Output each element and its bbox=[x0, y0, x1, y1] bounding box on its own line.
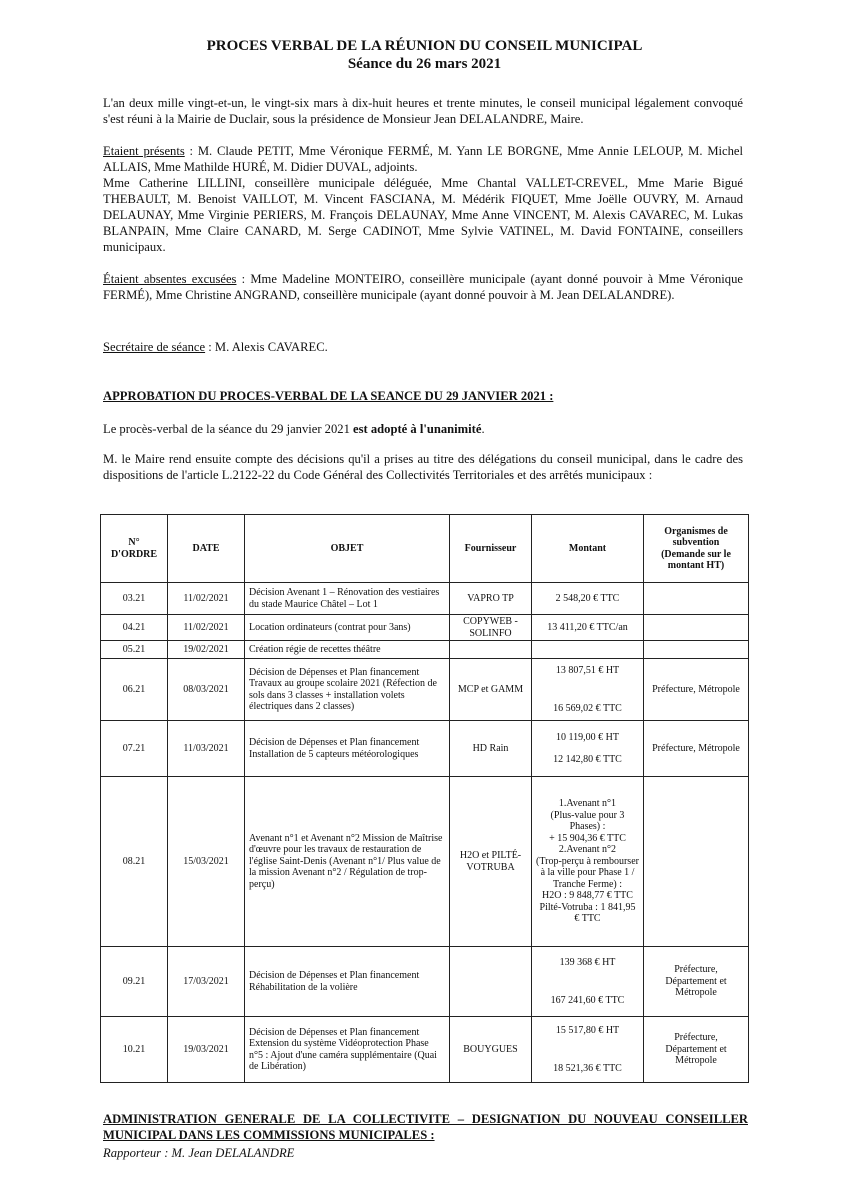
cell-fournisseur: BOUYGUES bbox=[450, 1017, 532, 1083]
amount-line: H2O : 9 848,77 € TTC bbox=[542, 890, 633, 902]
approval-paragraph bbox=[103, 421, 743, 437]
cell-num: 10.21 bbox=[101, 1017, 168, 1083]
cell-num: 03.21 bbox=[101, 583, 168, 615]
cell-date: 11/02/2021 bbox=[168, 615, 245, 641]
amount-line: 139 368 € HT bbox=[559, 957, 616, 968]
cell-objet: Création régie de recettes théâtre bbox=[245, 641, 450, 659]
table-row bbox=[101, 615, 749, 641]
cell-date: 11/02/2021 bbox=[168, 583, 245, 615]
table-row bbox=[101, 641, 749, 659]
cell-fournisseur: HD Rain bbox=[450, 721, 532, 777]
table-row bbox=[101, 721, 749, 777]
session-secretary bbox=[103, 339, 743, 355]
intro-paragraph: L'an deux mille vingt-et-un, le vingt-six mars à dix-huit heures et trente minutes, le conseil municipal légalement convoqué s'est réuni à la Mairie de Duclair, sous la présidence de Monsieur Jean DELALANDRE, Maire. bbox=[103, 96, 743, 126]
absent-members bbox=[103, 271, 743, 303]
rapporteur: Rapporteur : M. Jean DELALANDRE bbox=[103, 1146, 295, 1160]
header-organismes-label: Organismes de subvention bbox=[664, 525, 728, 548]
cell-organismes bbox=[644, 583, 749, 615]
header-fournisseur: Fournisseur bbox=[450, 515, 532, 583]
cell-num: 06.21 bbox=[101, 659, 168, 721]
section-approval-title: APPROBATION DU PROCES-VERBAL DE LA SEANCE DU 29 JANVIER 2021 : bbox=[103, 389, 554, 403]
header-ordre: N° D'ORDRE bbox=[101, 515, 168, 583]
document-title: PROCES VERBAL DE LA RÉUNION DU CONSEIL MUNICIPAL bbox=[206, 38, 643, 54]
cell-montant bbox=[532, 615, 644, 641]
approval-text: Le procès-verbal de la séance du 29 janvier 2021 bbox=[103, 422, 354, 436]
cell-date: 17/03/2021 bbox=[168, 947, 245, 1017]
header-montant: Montant bbox=[532, 515, 644, 583]
cell-fournisseur: H2O et PILTÉ-VOTRUBA bbox=[450, 777, 532, 947]
cell-date: 11/03/2021 bbox=[168, 721, 245, 777]
present-adjoints: : M. Claude PETIT, Mme Véronique FERMÉ, M. Yann LE BORGNE, Mme Annie LELOUP, M. Michel ALLAIS, Mme Mathilde HURÉ, M. Didier DUVAL, adjoints. bbox=[103, 144, 743, 174]
amount-line: 167 241,60 € TTC bbox=[550, 994, 625, 1006]
amount-line: 2.Avenant n°2 bbox=[558, 844, 617, 856]
absent-label: Étaient absentes excusées bbox=[103, 272, 237, 286]
amount-line: Pilté-Votruba : 1 841,95 € TTC bbox=[539, 901, 636, 925]
cell-fournisseur bbox=[450, 947, 532, 1017]
cell-fournisseur bbox=[450, 641, 532, 659]
decisions-intro: M. le Maire rend ensuite compte des décisions qu'il a prises au titre des délégations du conseil municipal, dans le cadre des dispositions de l'article L.2122-22 du Code Général des Collectivités Territoriales et des arrêtés municipaux : bbox=[103, 452, 743, 482]
decisions-table bbox=[100, 514, 749, 1083]
cell-organismes bbox=[644, 777, 749, 947]
cell-organismes: Préfecture, Métropole bbox=[644, 659, 749, 721]
amount-line: 10 119,00 € HT bbox=[556, 732, 619, 743]
header-organismes bbox=[644, 515, 749, 583]
header-date: DATE bbox=[168, 515, 245, 583]
cell-montant bbox=[532, 1017, 644, 1083]
cell-objet: Décision de Dépenses et Plan financement Installation de 5 capteurs météorologiques bbox=[245, 721, 450, 777]
present-councillors: Mme Catherine LILLINI, conseillère municipale déléguée, Mme Chantal VALLET-CREVEL, Mme Marie Bigué THEBAULT, M. Benoist VAILLOT, M. Vincent FASCIANA, M. Médérik FIQUET, Mme Joëlle OUVRY, M. Arnaud DELAUNAY, Mme Virginie PERIERS, M. François DELAUNAY, Mme Anne VINCENT, M. Alexis CAVAREC, M. Lukas BLANPAIN, Mme Claire CANARD, M. Serge CADINOT, Mme Sylvie VATINEL, M. David FONTAINE, conseillers municipaux. bbox=[103, 176, 743, 254]
cell-fournisseur: MCP et GAMM bbox=[450, 659, 532, 721]
cell-montant bbox=[532, 947, 644, 1017]
cell-fournisseur: COPYWEB - SOLINFO bbox=[450, 615, 532, 641]
amount-line: 18 521,36 € TTC bbox=[553, 1062, 622, 1074]
table-header-row bbox=[101, 515, 749, 583]
table-body bbox=[101, 583, 749, 1083]
cell-montant bbox=[532, 721, 644, 777]
approval-result: est adopté à l'unanimité bbox=[353, 422, 482, 436]
approval-end: . bbox=[481, 422, 485, 436]
header-objet: OBJET bbox=[245, 515, 450, 583]
cell-organismes bbox=[644, 641, 749, 659]
cell-date: 15/03/2021 bbox=[168, 777, 245, 947]
cell-objet: Location ordinateurs (contrat pour 3ans) bbox=[245, 615, 450, 641]
section-administration-title: ADMINISTRATION GENERALE DE LA COLLECTIVITE – DESIGNATION DU NOUVEAU CONSEILLER MUNICIPAL DANS LES COMMISSIONS MUNICIPALES : bbox=[103, 1112, 748, 1142]
cell-objet: Avenant n°1 et Avenant n°2 Mission de Maîtrise d'œuvre pour les travaux de restauration de l'église Saint-Denis (Avenant n°1/ Plus value de la mission Avenant n°2 / Régulation de trop-perçu) bbox=[245, 777, 450, 947]
amount-line: 12 142,80 € TTC bbox=[553, 753, 622, 765]
cell-date: 19/02/2021 bbox=[168, 641, 245, 659]
cell-num: 05.21 bbox=[101, 641, 168, 659]
cell-fournisseur: VAPRO TP bbox=[450, 583, 532, 615]
amount-line: 15 517,80 € HT bbox=[555, 1025, 620, 1036]
amount-line: 2 548,20 € TTC bbox=[555, 592, 620, 604]
amount-line: 1.Avenant n°1 bbox=[558, 798, 617, 810]
secretary-text: : M. Alexis CAVAREC. bbox=[205, 340, 328, 354]
cell-objet: Décision de Dépenses et Plan financement Extension du système Vidéoprotection Phase n°5 : Ajout d'une caméra supplémentaire (Quai de Libération) bbox=[245, 1017, 450, 1083]
table-row bbox=[101, 777, 749, 947]
cell-num: 09.21 bbox=[101, 947, 168, 1017]
cell-montant bbox=[532, 777, 644, 947]
absent-text: : Mme Madeline MONTEIRO, conseillère municipale (ayant donné pouvoir à Mme Véronique FERMÉ), Mme Christine ANGRAND, conseillère municipale (ayant donné pouvoir à M. Jean DELALANDRE). bbox=[103, 272, 743, 302]
table-row bbox=[101, 1017, 749, 1083]
amount-line: 16 569,02 € TTC bbox=[553, 702, 622, 714]
cell-objet: Décision Avenant 1 – Rénovation des vestiaires du stade Maurice Châtel – Lot 1 bbox=[245, 583, 450, 615]
session-date: Séance du 26 mars 2021 bbox=[347, 56, 502, 72]
present-label: Etaient présents bbox=[103, 144, 185, 158]
cell-organismes bbox=[644, 615, 749, 641]
amount-line: (Plus-value pour 3 Phases) : bbox=[550, 809, 625, 833]
cell-num: 04.21 bbox=[101, 615, 168, 641]
amount-line: 13 411,20 € TTC/an bbox=[547, 621, 628, 633]
cell-organismes: Préfecture, Département et Métropole bbox=[644, 1017, 749, 1083]
header-organismes-note: (Demande sur le montant HT) bbox=[661, 548, 731, 571]
cell-organismes: Préfecture, Métropole bbox=[644, 721, 749, 777]
cell-objet: Décision de Dépenses et Plan financement Travaux au groupe scolaire 2021 (Réfection de sols dans 3 classes + installation volets électriques dans 2 classes) bbox=[245, 659, 450, 721]
secretary-label: Secrétaire de séance bbox=[103, 340, 206, 354]
cell-objet: Décision de Dépenses et Plan financement Réhabilitation de la volière bbox=[245, 947, 450, 1017]
cell-montant bbox=[532, 659, 644, 721]
cell-montant bbox=[532, 641, 644, 659]
present-members bbox=[103, 143, 743, 255]
table-row bbox=[101, 583, 749, 615]
cell-date: 08/03/2021 bbox=[168, 659, 245, 721]
cell-date: 19/03/2021 bbox=[168, 1017, 245, 1083]
amount-line: + 15 904,36 € TTC bbox=[549, 832, 626, 844]
cell-montant bbox=[532, 583, 644, 615]
table-row bbox=[101, 947, 749, 1017]
amount-line: 13 807,51 € HT bbox=[555, 665, 620, 676]
table-row bbox=[101, 659, 749, 721]
amount-line: (Trop-perçu à rembourser à la ville pour Phase 1 / Tranche Ferme) : bbox=[536, 855, 639, 890]
cell-num: 07.21 bbox=[101, 721, 168, 777]
cell-organismes: Préfecture, Département et Métropole bbox=[644, 947, 749, 1017]
cell-num: 08.21 bbox=[101, 777, 168, 947]
